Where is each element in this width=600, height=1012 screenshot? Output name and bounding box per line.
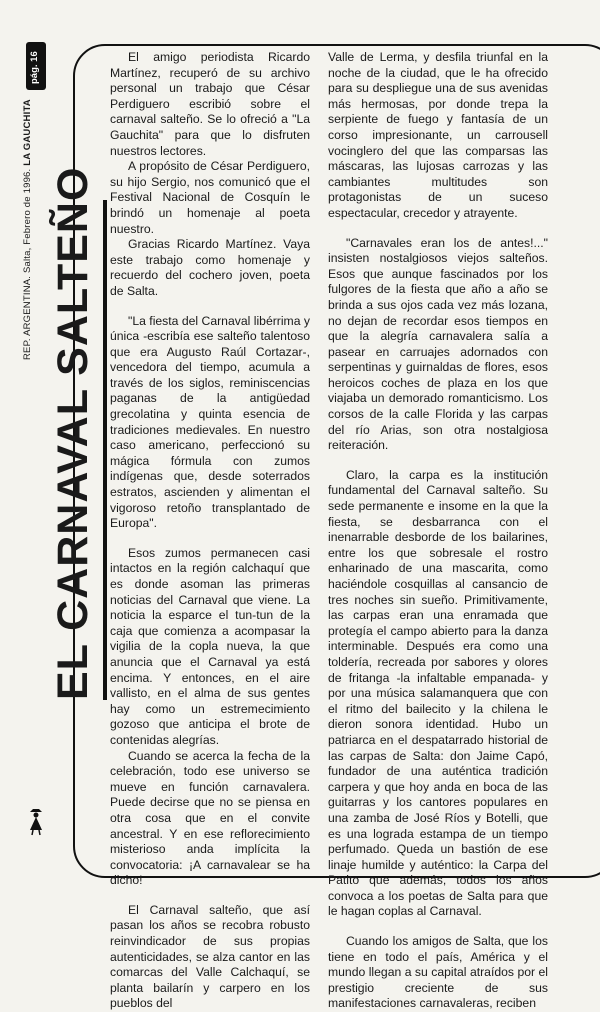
publication-meta [22, 20, 33, 360]
paragraph: "Carnavales eran los de antes!..." insisten nostalgiosos viejos salteños. Esos que aunque fascinados por los fulgores de la fiesta que año a año se brinda a sus ojos cada vez más lozana, no dejan de recordar esos tiempos en que la alegría carnavalera salía a pasear en carruajes adornados con serpentinas y guirnaldas de flores, esos heroicos coches de plaza en los que viajaba un demorado romanticismo. Los corsos de la calle Florida y las carpas del río Arias, son otra nostalgiosa reiteración. [328, 235, 548, 453]
paragraph: Valle de Lerma, y desfila triunfal en la noche de la ciudad, que le ha ofrecido para su despliegue una de sus avenidas más hermosas, por donde trepa la serpiente de fuego y fantasía de un corso impresionante, un carrousell vocinglero del que las comparsas las máscaras, las lujosas carrozas y las cambiantes multitudes son protagonistas de un suceso espectacular, crecedor y atrayente. [328, 50, 548, 220]
page-number: pág. 16 [29, 51, 40, 84]
right-column [328, 50, 548, 1012]
paragraph: Cuando se acerca la fecha de la celebración, todo ese universo se mueve en función carnavalera. Puede decirse que no se piensa en otra cosa que en el convite ancestral. Y en ese reflorecimiento misterioso anda implícita la convocatoria: ¡A carnavalear se ha dicho! [110, 748, 310, 888]
paragraph: Claro, la carpa es la institución fundamental del Carnaval salteño. Su sede permanente e insome en la que la fiesta, se desbarranca con el inenarrable desborde de los bailarines, entre los que sobresale el rostro enharinado de una mascarita, como haciéndole cosquillas al cansancio de tres noches sin sueño. Primitivamente, las carpas eran una enramada que protegía el campo abierto para la danza interminable. Después era como una toldería, recreada por sabores y olores de fritanga -la infaltable empanada- y por una música salamanquera que con el ritmo del bailecito y la chilena le dieron sonora identidad. Hubo un patriarca en el despatarrado historial de las carpas de Salta: don Jaime Capó, fundador de una auténtica tradición carpera y que hoy anda en boca de las guitarras y los cantores populares en una zamba de José Ríos y Botelli, que es una lograda estampa de un tiempo perfumado. Queda un bastión de ese linaje humilde y auténtico: la Carpa del Patito que además, todos los años convoca a los poetas de Salta para que le hagan coplas al Carnaval. [328, 467, 548, 919]
paragraph: Esos zumos permanecen casi intactos en la región calchaquí que es donde asoman las primeras noticias del Carnaval que viene. La noticia la esparce el tun-tun de la caja que comienza a acompasar la vigilia de la copla nueva, la que anuncia que el Carnaval ya está encima. Y entonces, en el aire vallisto, en el alma de sus gentes hay como un estremecimiento gozoso que anticipa el brote de contenidas alegrías. [110, 545, 310, 747]
meta-line: REP. ARGENTINA. Salta, Febrero de 1996. [22, 168, 33, 360]
paragraph: A propósito de César Perdiguero, su hijo Sergio, nos comunicó que el Festival Nacional de Cosquín le brindó un homenaje al poeta nuestro. [110, 159, 310, 236]
paragraph: Gracias Ricardo Martínez. Vaya este trabajo como homenaje y recuerdo del cochero joven, poeta de Salta. [110, 237, 310, 298]
left-column [110, 50, 310, 1012]
paragraph: El Carnaval salteño, que así pasan los años se recobra robusto reinvindicador de sus propias autenticidades, se alza cantor en las comarcas del Valle Calchaquí, se planta bailarín y carpero en los pueblos del [110, 902, 310, 1011]
paragraph: "La fiesta del Carnaval libérrima y única -escribía ese salteño talentoso que era Augusto Raúl Cortazar-, vencedora del tiempo, acumula a través de los siglos, reminiscencias paganas de la antigüedad grecolatina y quinta esencia de tradiciones medievales. En nuestro caso americano, perfeccionó su mágica fórmula con zumos indígenas que, desde soterrados estratos, ascienden y alimentan el vigoroso retoño transplantado de Europa". [110, 313, 310, 531]
paragraph: Cuando los amigos de Salta, que los tiene en todo el país, América y el mundo llegan a su capital atraídos por el prestigio creciente de sus manifestaciones carnavaleras, reciben [328, 934, 548, 1011]
paragraph: El amigo periodista Ricardo Martínez, recuperó de su archivo personal un trabajo que César Perdiguero escribió sobre el carnaval salteño. Se lo ofreció a "La Gauchita" para que lo disfruten nuestros lectores. [110, 50, 310, 158]
magazine-name: LA GAUCHITA [22, 99, 33, 166]
title-block [48, 166, 107, 700]
gaucho-logo-icon [26, 806, 46, 836]
article-title: EL CARNAVAL SALTEÑO [48, 200, 107, 700]
